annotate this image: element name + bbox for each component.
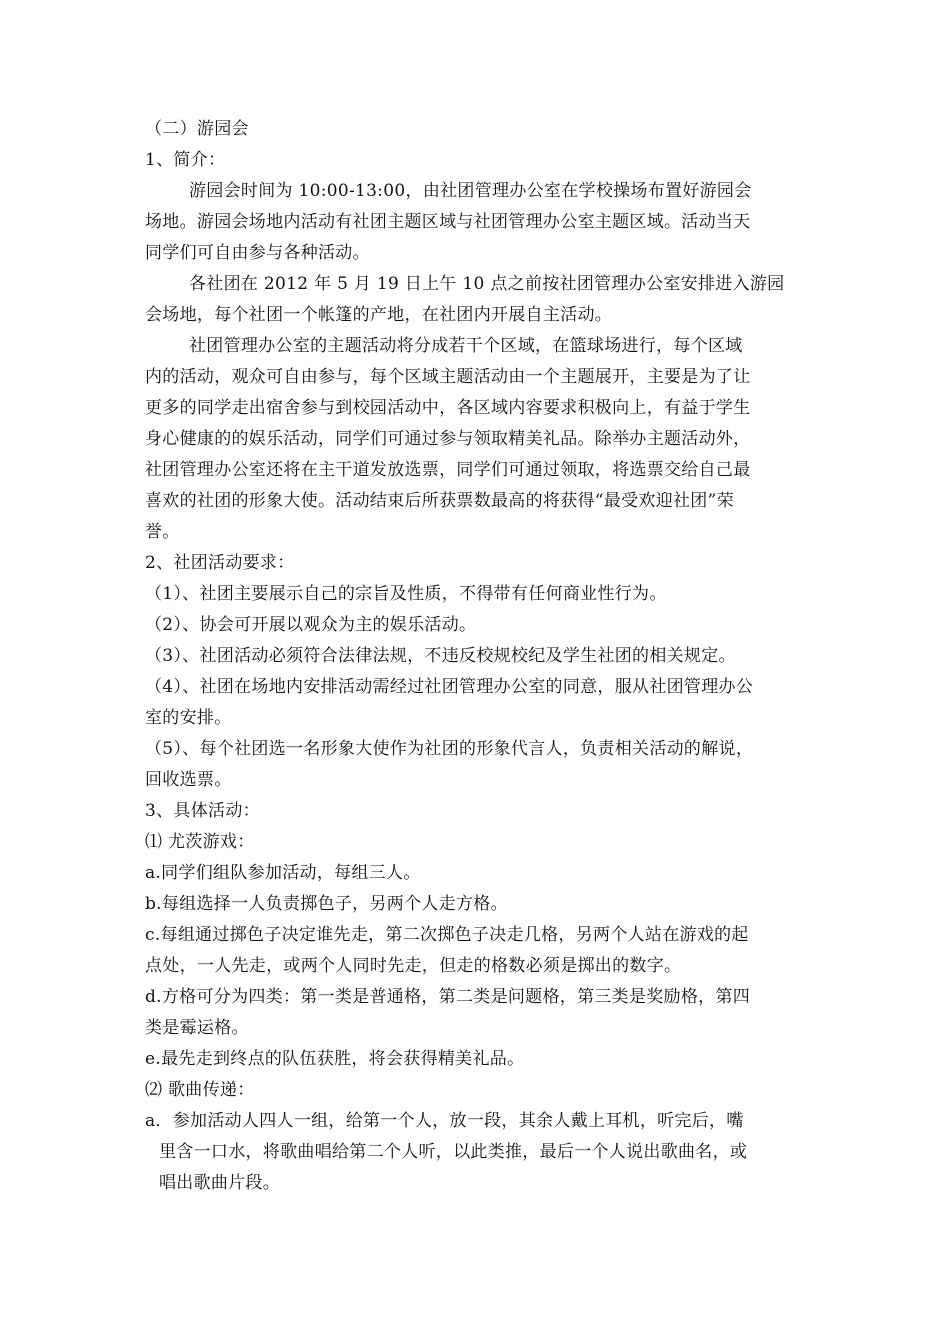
section-title: （二）游园会 xyxy=(145,119,249,139)
text-line: 会场地，每个社团一个帐篷的产地，在社团内开展自主活动。 xyxy=(145,305,613,325)
text-line: 场地。游园会场地内活动有社团主题区域与社团管理办公室主题区域。活动当天 xyxy=(145,212,751,232)
text-line: 喜欢的社团的形象大使。活动结束后所获票数最高的将获得“最受欢迎社团”荣 xyxy=(145,491,734,511)
intro-paragraph-2 xyxy=(145,269,815,331)
requirements-list xyxy=(145,579,815,796)
rule-item: b.每组选择一人负责掷色子，另两个人走方格。 xyxy=(145,894,508,914)
requirement-item-continued: 回收选票。 xyxy=(145,770,232,790)
requirement-item: （4）、社团在场地内安排活动需经过社团管理办公室的同意，服从社团管理办公 xyxy=(145,677,754,697)
text-line: 各社团在 2012 年 5 月 19 日上午 10 点之前按社团管理办公室安排进入游园 xyxy=(189,274,785,294)
requirement-item: （5）、每个社团选一名形象大使作为社团的形象代言人，负责相关活动的解说， xyxy=(145,739,754,759)
text-line: 游园会时间为 10:00-13:00，由社团管理办公室在学校操场布置好游园会 xyxy=(189,181,752,201)
game-2-rules xyxy=(145,1106,815,1199)
document-body xyxy=(145,114,815,1199)
text-line: 同学们可自由参与各种活动。 xyxy=(145,243,370,263)
requirement-item: （1）、社团主要展示自己的宗旨及性质，不得带有任何商业性行为。 xyxy=(145,584,667,604)
intro-heading: 1、简介： xyxy=(145,150,226,170)
rule-item-continued: 类是霉运格。 xyxy=(145,1018,249,1038)
game-2-title: ⑵ 歌曲传递： xyxy=(145,1080,255,1100)
rule-item: a．参加活动人四人一组，给第一个人，放一段，其余人戴上耳机，听完后，嘴 xyxy=(145,1111,744,1131)
text-line: 身心健康的的娱乐活动，同学们可通过参与领取精美礼品。除举办主题活动外， xyxy=(145,429,751,449)
rule-item-continued: 点处，一人先走，或两个人同时先走，但走的格数必须是掷出的数字。 xyxy=(145,956,682,976)
requirement-item: （2）、协会可开展以观众为主的娱乐活动。 xyxy=(145,615,477,635)
text-line: 社团管理办公室还将在主干道发放选票，同学们可通过领取，将选票交给自己最 xyxy=(145,460,751,480)
requirement-item-continued: 室的安排。 xyxy=(145,708,232,728)
requirements-heading: 2、社团活动要求： xyxy=(145,553,295,573)
intro-paragraph-3 xyxy=(145,331,815,548)
intro-paragraph-1 xyxy=(145,176,815,269)
text-line: 内的活动，观众可自由参与，每个区域主题活动由一个主题展开，主要是为了让 xyxy=(145,367,751,387)
requirement-item: （3）、社团活动必须符合法律法规，不违反校规校纪及学生社团的相关规定。 xyxy=(145,646,736,666)
rule-item: e.最先走到终点的队伍获胜，将会获得精美礼品。 xyxy=(145,1049,525,1069)
rule-item: d.方格可分为四类：第一类是普通格，第二类是问题格，第三类是奖励格，第四 xyxy=(145,987,751,1007)
rule-item-continued: 唱出歌曲片段。 xyxy=(159,1173,281,1193)
rule-item-continued: 里含一口水，将歌曲唱给第二个人听，以此类推，最后一个人说出歌曲名，或 xyxy=(159,1142,748,1162)
text-line: 社团管理办公室的主题活动将分成若干个区域，在篮球场进行，每个区域 xyxy=(189,336,743,356)
text-line: 更多的同学走出宿舍参与到校园活动中，各区域内容要求积极向上，有益于学生 xyxy=(145,398,751,418)
rule-item: c.每组通过掷色子决定谁先走，第二次掷色子决走几格，另两个人站在游戏的起 xyxy=(145,925,749,945)
activities-heading: 3、具体活动： xyxy=(145,801,260,821)
game-1-rules xyxy=(145,858,815,1075)
text-line: 誉。 xyxy=(145,522,180,542)
rule-item: a.同学们组队参加活动，每组三人。 xyxy=(145,863,421,883)
game-1-title: ⑴ 尤茨游戏： xyxy=(145,832,255,852)
